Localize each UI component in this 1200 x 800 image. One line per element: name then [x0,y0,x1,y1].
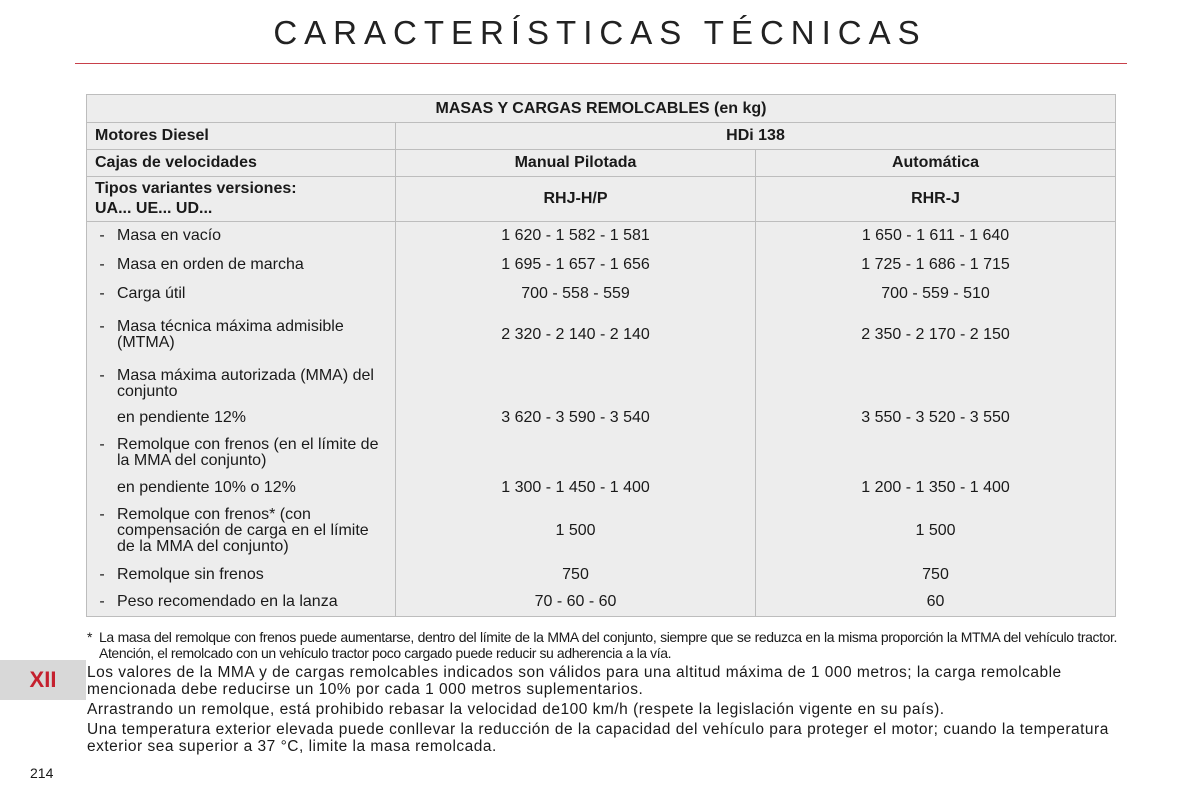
row-bullet: - [99,366,105,384]
table-row [87,501,1116,561]
row-label-cell [87,222,396,251]
row-value-automatic: 700 - 559 - 510 [756,280,1116,308]
row-label: Masa máxima autorizada (MMA) del conjunto [117,366,374,400]
row-value-manual: 1 695 - 1 657 - 1 656 [396,251,756,280]
variant-manual: RHJ-H/P [396,177,756,222]
row-label-cell [87,251,396,280]
row-label-cell [87,431,396,475]
row-value-automatic: 1 200 - 1 350 - 1 400 [756,475,1116,501]
variant-automatic: RHR-J [756,177,1116,222]
row-label: Remolque con frenos* (con compensación de carga en el límite de la MMA del conjunto) [117,505,369,555]
table-row [87,280,1116,308]
row-label-cell [87,280,396,308]
table-row [87,561,1116,589]
row-bullet: - [99,318,105,335]
table-row [87,308,1116,363]
row-value-automatic: 1 650 - 1 611 - 1 640 [756,222,1116,251]
footnote-mark: * [87,629,93,645]
row-value-manual: 2 320 - 2 140 - 2 140 [396,308,756,363]
row-bullet: - [99,284,105,302]
row-value-manual: 700 - 558 - 559 [396,280,756,308]
row-value-manual: 70 - 60 - 60 [396,589,756,617]
row-value-automatic [756,363,1116,405]
footnote [87,629,1117,661]
towing-specs-table [86,94,1116,617]
row-label-cell [87,475,396,501]
table-row [87,405,1116,431]
variants-label-line2: UA... UE... UD... [95,200,213,217]
spec-rows [87,222,1116,617]
row-value-manual: 1 300 - 1 450 - 1 400 [396,475,756,501]
row-value-manual [396,431,756,475]
row-bullet: - [99,256,105,273]
row-label: en pendiente 10% o 12% [117,478,296,496]
row-value-automatic [756,431,1116,475]
notes [87,664,1117,758]
table-row [87,431,1116,475]
row-bullet: - [99,565,105,583]
row-label-cell [87,405,396,431]
title-divider [75,63,1127,64]
chapter-tab: XII [0,660,86,700]
row-bullet: - [99,593,105,611]
row-value-automatic: 60 [756,589,1116,617]
page-number: 214 [30,765,54,781]
row-label-cell [87,308,396,363]
page-title: CARACTERÍSTICAS TÉCNICAS [273,14,927,51]
table-caption: MASAS Y CARGAS REMOLCABLES (en kg) [87,95,1116,123]
row-label: Masa en orden de marcha [117,256,304,273]
gearbox-automatic: Automática [756,150,1116,177]
variants-label [87,177,396,222]
row-label: Carga útil [117,284,186,302]
row-label-cell [87,363,396,405]
engine-label: Motores Diesel [87,123,396,150]
row-label: Masa técnica máxima admisible (MTMA) [117,318,344,351]
note-speed: Arrastrando un remolque, está prohibido rebasar la velocidad de100 km/h (respete la legislación vigente en su país). [87,701,945,718]
variants-label-line1: Tipos variantes versiones: [95,180,297,197]
row-bullet: - [99,227,105,245]
row-value-automatic: 750 [756,561,1116,589]
row-label: en pendiente 12% [117,408,246,426]
row-value-manual [396,363,756,405]
row-label-cell [87,561,396,589]
engine-value: HDi 138 [396,123,1116,150]
row-value-automatic: 2 350 - 2 170 - 2 150 [756,308,1116,363]
gearbox-manual: Manual Pilotada [396,150,756,177]
row-label: Peso recomendado en la lanza [117,593,338,611]
row-value-manual: 1 620 - 1 582 - 1 581 [396,222,756,251]
row-bullet: - [99,435,105,453]
row-value-automatic: 3 550 - 3 520 - 3 550 [756,405,1116,431]
row-value-manual: 1 500 [396,501,756,561]
note-altitude: Los valores de la MMA y de cargas remolcables indicados son válidos para una altitud máxima de 1 000 metros; la carga remolcable mencionada debe reducirse un 10% por cada 1 000 metros suplementarios. [87,664,1062,698]
row-label: Remolque con frenos (en el límite de la MMA del conjunto) [117,435,379,469]
table-row [87,222,1116,251]
note-temperature: Una temperatura exterior elevada puede conllevar la reducción de la capacidad del vehículo para proteger el motor; cuando la temperatura exterior sea superior a 37 °C, limite la masa remolcada. [87,721,1109,755]
table-row [87,363,1116,405]
table-row [87,251,1116,280]
row-value-automatic: 1 725 - 1 686 - 1 715 [756,251,1116,280]
table-row [87,589,1116,617]
row-value-manual: 750 [396,561,756,589]
row-label-cell [87,589,396,617]
row-bullet: - [99,505,105,523]
footnote-text: La masa del remolque con frenos puede aumentarse, dentro del límite de la MMA del conjunto, siempre que se reduzca en la misma proporción la MTMA del vehículo tractor. Atención, el remolcado con un vehículo tractor poco cargado puede reducir su adherencia a la vía. [99,629,1117,661]
row-label: Remolque sin frenos [117,565,264,583]
gearbox-label: Cajas de velocidades [87,150,396,177]
row-value-manual: 3 620 - 3 590 - 3 540 [396,405,756,431]
row-value-automatic: 1 500 [756,501,1116,561]
row-label-cell [87,501,396,561]
row-label: Masa en vacío [117,227,222,245]
table-row [87,475,1116,501]
